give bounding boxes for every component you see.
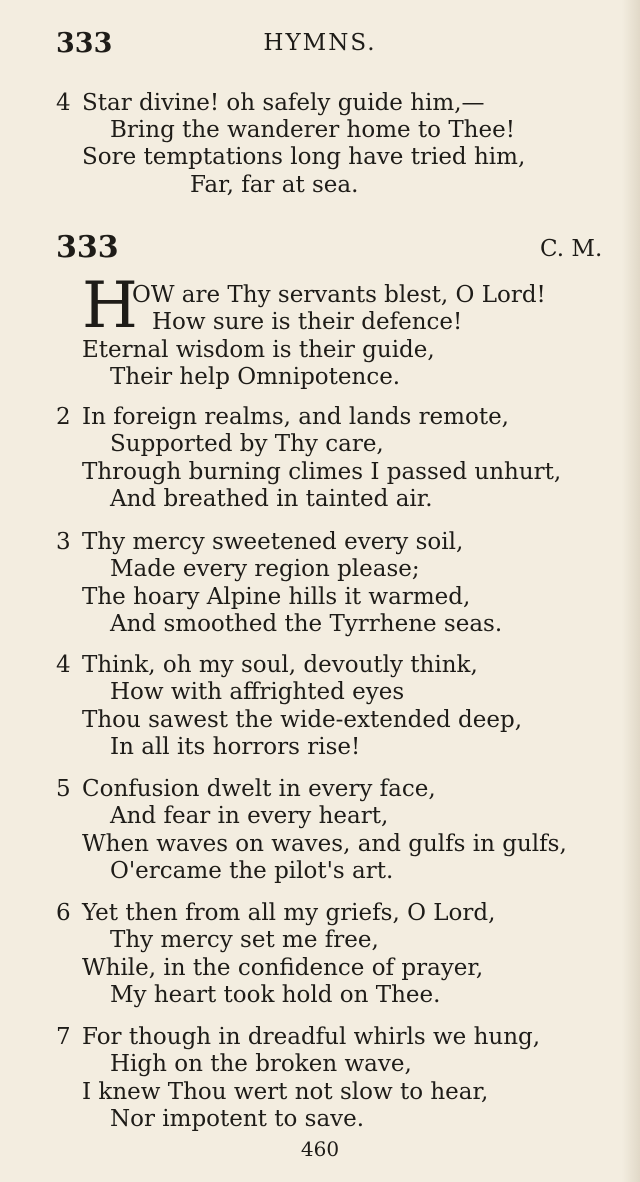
verse-number: 7 bbox=[56, 1024, 71, 1050]
verse-line: Think, oh my soul, devoutly think, bbox=[82, 652, 478, 678]
verse-line: The hoary Alpine hills it warmed, bbox=[82, 584, 471, 610]
verse-line: How sure is their defence! bbox=[152, 309, 463, 335]
prev-verse-line: Star divine! oh safely guide him,— bbox=[82, 90, 485, 116]
verse-line: Their help Omnipotence. bbox=[110, 364, 401, 390]
verse-line: Yet then from all my griefs, O Lord, bbox=[82, 900, 496, 926]
prev-verse-number: 4 bbox=[56, 90, 71, 116]
hymn-number: 333 bbox=[56, 230, 119, 265]
verse-line: And breathed in tainted air. bbox=[110, 486, 433, 512]
running-title: HYMNS. bbox=[263, 30, 377, 56]
verse-number: 2 bbox=[56, 404, 71, 430]
prev-verse-line: Bring the wanderer home to Thee! bbox=[110, 117, 515, 143]
verse-line: And smoothed the Tyrrhene seas. bbox=[110, 611, 503, 637]
verse-line: Eternal wisdom is their guide, bbox=[82, 337, 435, 363]
verse-line: Nor impotent to save. bbox=[110, 1106, 365, 1132]
prev-verse-line: Sore temptations long have tried him, bbox=[82, 144, 526, 170]
verse-line: Made every region please; bbox=[110, 556, 420, 582]
page-edge-shadow bbox=[622, 0, 640, 1182]
verse-line: For though in dreadful whirls we hung, bbox=[82, 1024, 541, 1050]
verse-line: I knew Thou wert not slow to hear, bbox=[82, 1079, 489, 1105]
drop-cap: H bbox=[82, 269, 138, 343]
verse-line: How with affrighted eyes bbox=[110, 679, 405, 705]
verse-line: Thou sawest the wide-extended deep, bbox=[82, 707, 523, 733]
verse-number: 4 bbox=[56, 652, 71, 678]
verse-line: While, in the confidence of prayer, bbox=[82, 955, 484, 981]
verse-line: In foreign realms, and lands remote, bbox=[82, 404, 509, 430]
verse-line: OW are Thy servants blest, O Lord! bbox=[132, 282, 546, 308]
verse-line: High on the broken wave, bbox=[110, 1051, 412, 1077]
verse-line: When waves on waves, and gulfs in gulfs, bbox=[82, 831, 567, 857]
verse-line: My heart took hold on Thee. bbox=[110, 982, 441, 1008]
header-hymn-number: 333 bbox=[56, 28, 113, 59]
verse-line: Confusion dwelt in every face, bbox=[82, 776, 436, 802]
prev-verse-line: Far, far at sea. bbox=[190, 172, 359, 198]
verse-number: 3 bbox=[56, 529, 71, 555]
verse-line: Through burning climes I passed unhurt, bbox=[82, 459, 562, 485]
verse-line: And fear in every heart, bbox=[110, 803, 389, 829]
verse-number: 6 bbox=[56, 900, 71, 926]
verse-line: In all its horrors rise! bbox=[110, 734, 361, 760]
verse-line: O'ercame the pilot's art. bbox=[110, 858, 394, 884]
page-number: 460 bbox=[300, 1137, 340, 1161]
hymn-meter: C. M. bbox=[540, 236, 603, 262]
verse-number: 5 bbox=[56, 776, 71, 802]
verse-line: Thy mercy set me free, bbox=[110, 927, 379, 953]
verse-line: Thy mercy sweetened every soil, bbox=[82, 529, 464, 555]
verse-line: Supported by Thy care, bbox=[110, 431, 384, 457]
